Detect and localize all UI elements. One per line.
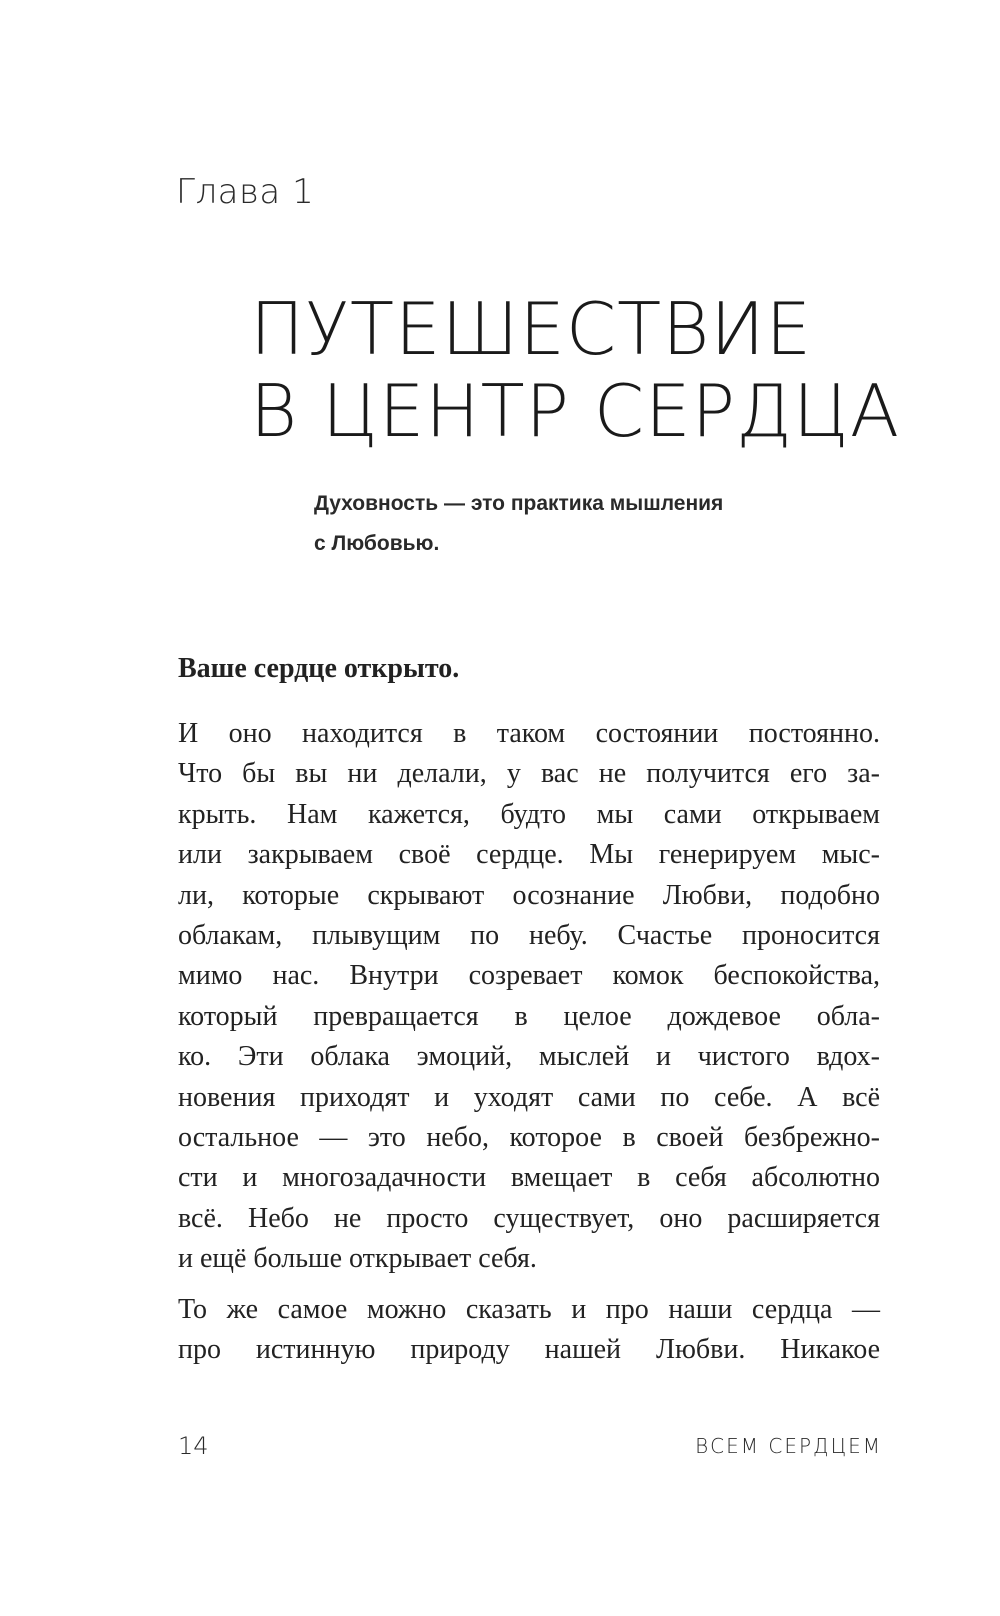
chapter-label: Глава 1 (176, 172, 315, 212)
text-line: и ещё больше открывает себя. (178, 1243, 537, 1275)
epigraph (314, 484, 874, 564)
text-line: И оно находится в таком состоянии постоянно. (178, 718, 880, 749)
running-title: ВСЕМ СЕРДЦЕМ (695, 1434, 882, 1458)
text-line: ко. Эти облака эмоций, мыслей и чистого вдох- (178, 1041, 880, 1073)
chapter-title-line: ПУТЕШЕСТВИЕ (250, 287, 813, 371)
paragraph-1 (178, 714, 880, 1280)
text-line: про истинную природу нашей Любви. Никакое (178, 1334, 880, 1366)
page-number: 14 (178, 1432, 209, 1460)
text-line: остальное — это небо, которое в своей безбрежно- (178, 1122, 880, 1154)
text-line: новения приходят и уходят сами по себе. А всё (178, 1081, 880, 1113)
chapter-title-line: В ЦЕНТР СЕРДЦА (250, 369, 901, 453)
text-line: мимо нас. Внутри созревает комок беспокойства, (178, 960, 880, 992)
text-line: облакам, плывущим по небу. Счастье проносится (178, 920, 880, 952)
text-line: ли, которые скрывают осознание Любви, подобно (178, 879, 880, 911)
text-line: всё. Небо не просто существует, оно расширяется (178, 1202, 880, 1234)
paragraph-2 (178, 1290, 880, 1371)
text-line: или закрываем своё сердце. Мы генерируем мыс- (178, 839, 880, 871)
text-line: Что бы вы ни делали, у вас не получится его за- (178, 758, 880, 790)
text-line: сти и многозадачности вмещает в себя абсолютно (178, 1162, 880, 1194)
text-line: То же самое можно сказать и про наши сердца — (178, 1294, 880, 1325)
text-line: крыть. Нам кажется, будто мы сами открываем (178, 798, 880, 830)
text-line: который превращается в целое дождевое обла- (178, 1000, 880, 1032)
lead-sentence: Ваше сердце открыто. (178, 653, 460, 684)
chapter-title (250, 288, 950, 452)
epigraph-line: с Любовью. (314, 532, 440, 555)
epigraph-line: Духовность — это практика мышления (314, 492, 724, 515)
